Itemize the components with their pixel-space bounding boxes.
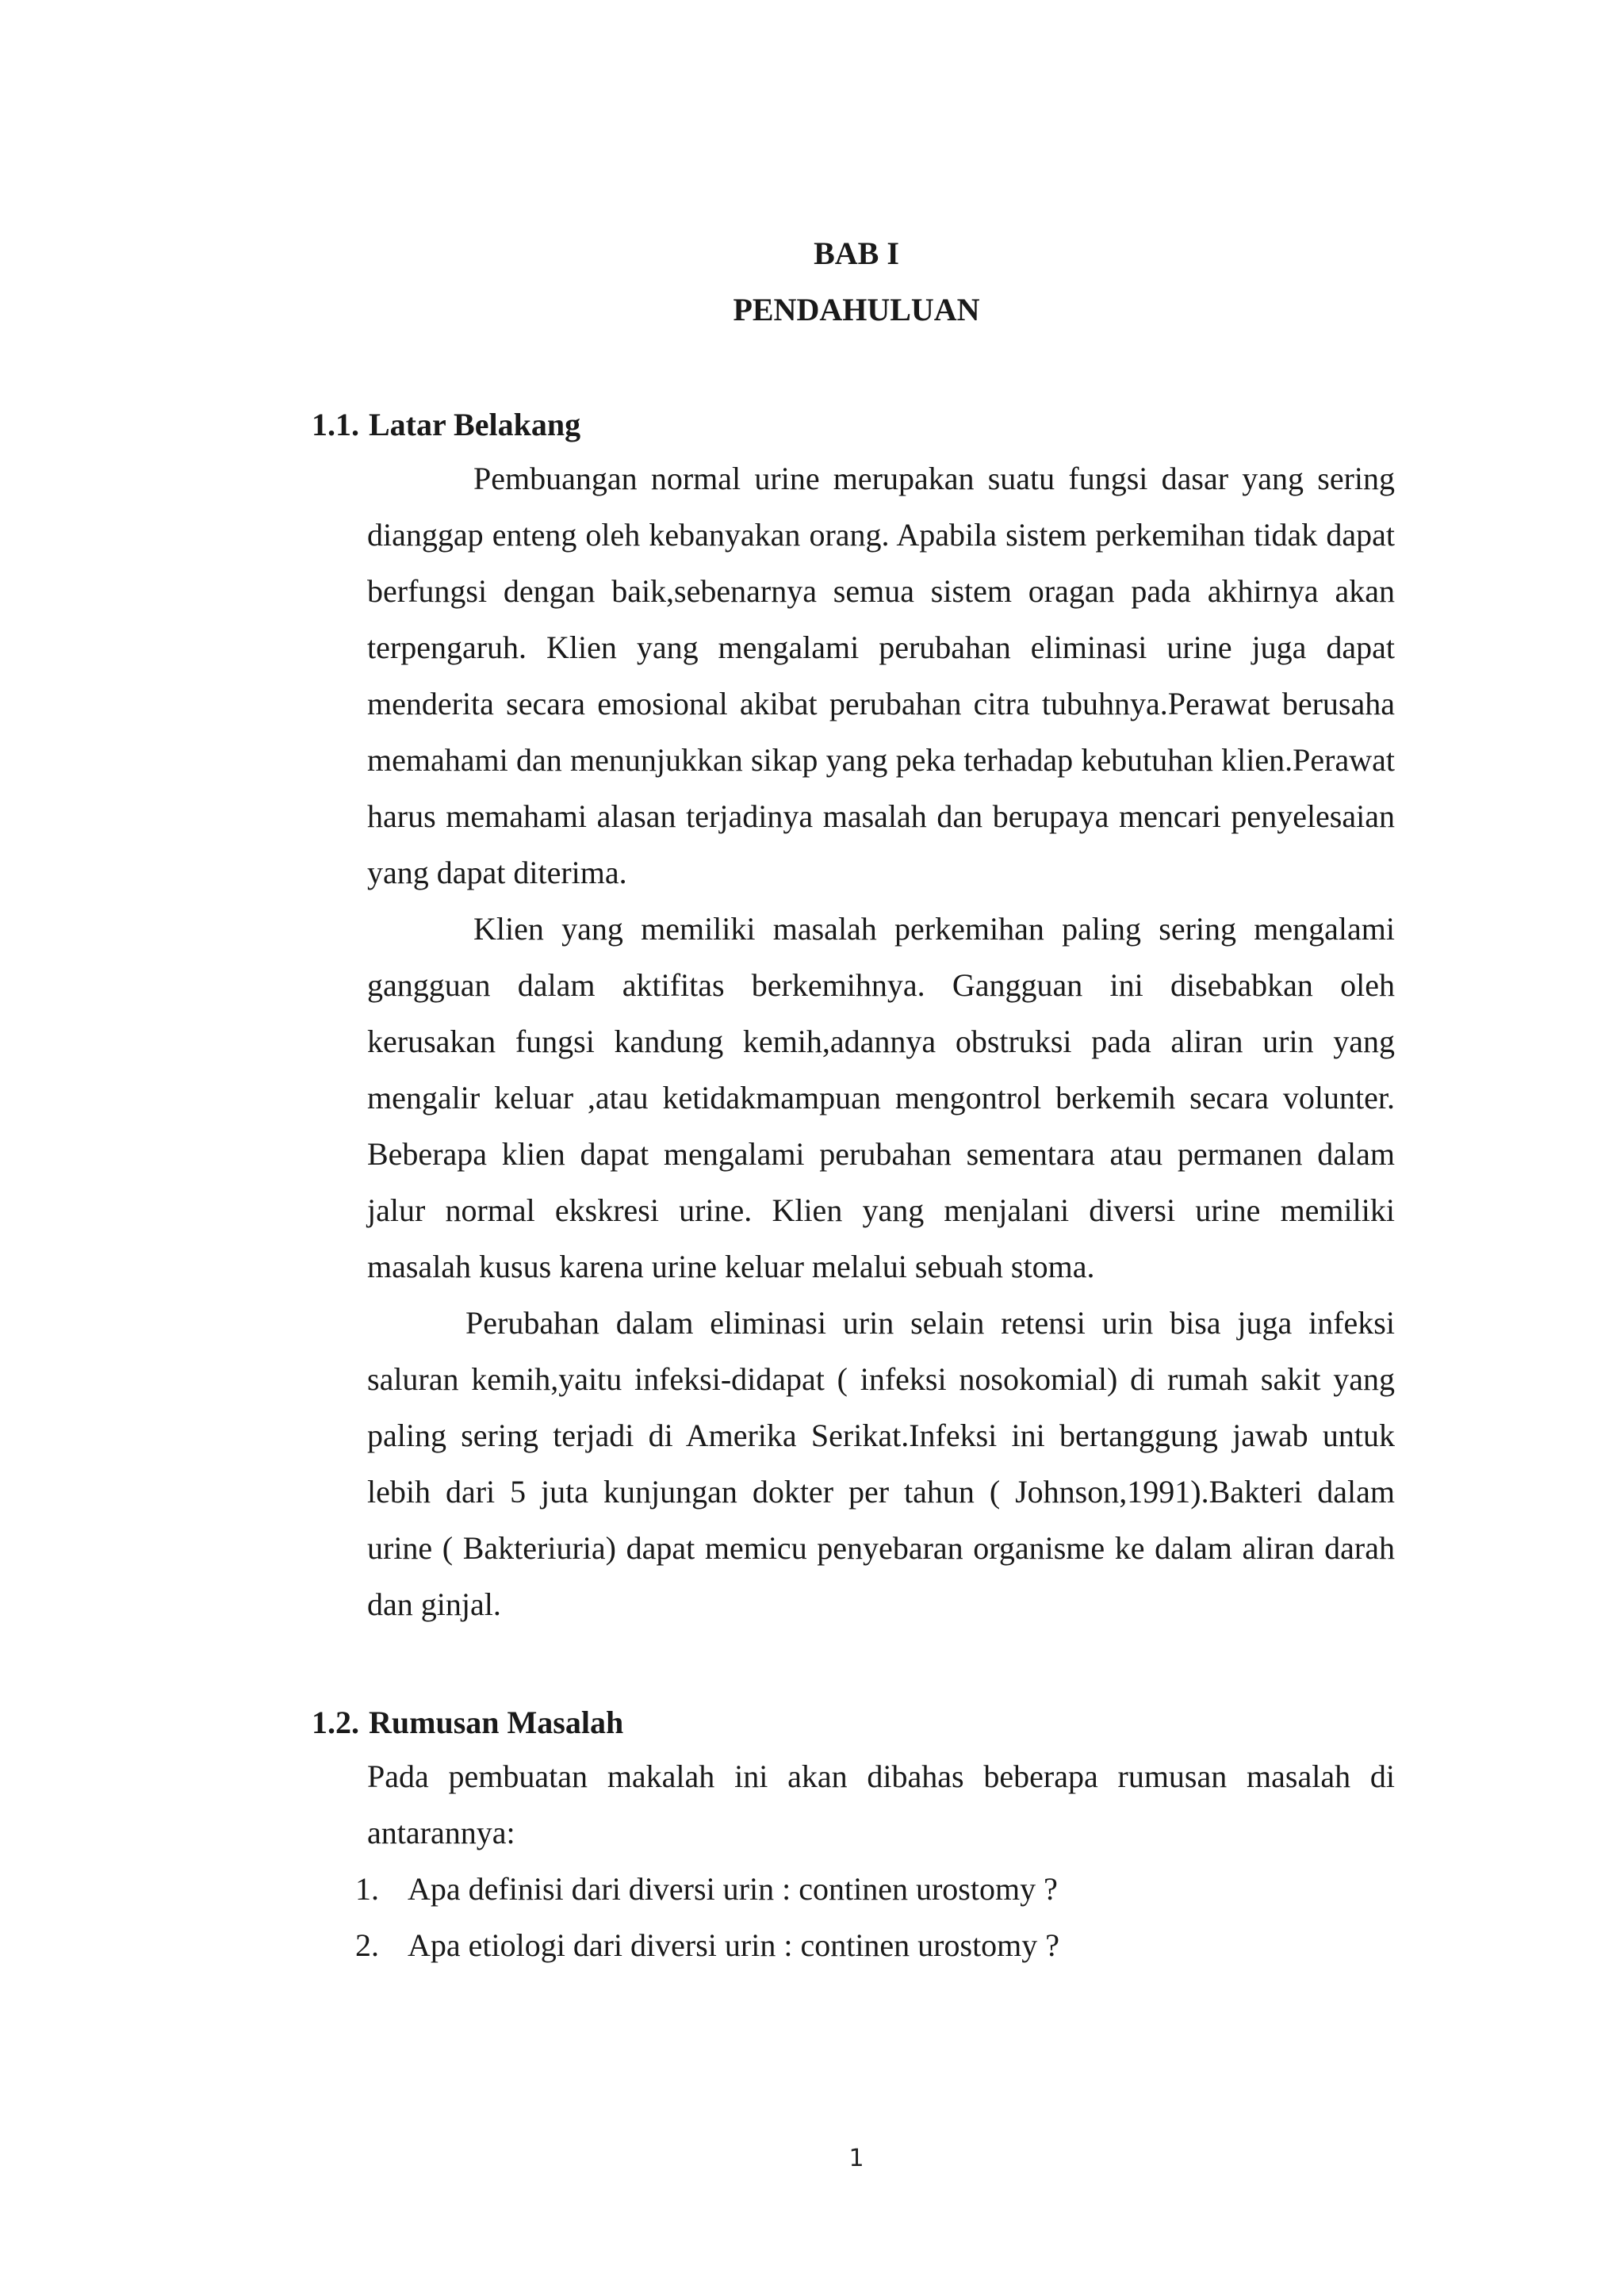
paragraph: Perubahan dalam eliminasi urin selain retensi urin bisa juga infeksi saluran kemih,yaitu infeksi-didapat ( infeksi nosokomial) di rumah sakit yang paling sering terjadi di Amerika Serikat.Infeksi ini bertanggung jawab untuk lebih dari 5 juta kunjungan dokter per tahun ( Johnson,1991).Bakteri dalam urine ( Bakteriuria) dapat memicu penyebaran organisme ke dalam aliran darah dan ginjal. xyxy=(367,1305,1395,1622)
section-body-latar-belakang xyxy=(367,450,1395,1632)
list-item-text: Apa definisi dari diversi urin : continen urostomy ? xyxy=(408,1871,1058,1907)
list-item xyxy=(355,1917,1059,1973)
section-heading-latar-belakang xyxy=(312,406,580,444)
section-number: 1.2. xyxy=(312,1705,359,1740)
chapter-title: PENDAHULUAN xyxy=(733,292,980,327)
list-item-index: 2. xyxy=(355,1927,379,1963)
section-heading-rumusan-masalah xyxy=(312,1704,623,1742)
paragraph: Pembuangan normal urine merupakan suatu fungsi dasar yang sering dianggap enteng oleh kebanyakan orang. Apabila sistem perkemihan tidak dapat berfungsi dengan baik,sebenarnya semua sistem oragan pada akhirnya akan terpengaruh. Klien yang mengalami perubahan eliminasi urine juga dapat menderita secara emosional akibat perubahan citra tubuhnya.Perawat berusaha memahami dan menunjukkan sikap yang peka terhadap kebutuhan klien.Perawat harus memahami alasan terjadinya masalah dan berupaya mencari penyelesaian yang dapat diterima. xyxy=(367,461,1395,890)
section-body-rumusan-masalah xyxy=(367,1748,1395,1861)
list-item xyxy=(355,1861,1059,1917)
paragraph: Klien yang memiliki masalah perkemihan paling sering mengalami gangguan dalam aktifitas berkemihnya. Gangguan ini disebabkan oleh kerusakan fungsi kandung kemih,adannya obstruksi pada aliran urin yang mengalir keluar ,atau ketidakmampuan mengontrol berkemih secara volunter. Beberapa klien dapat mengalami perubahan sementara atau permanen dalam jalur normal ekskresi urine. Klien yang menjalani diversi urine memiliki masalah kusus karena urine keluar melalui sebuah stoma. xyxy=(367,911,1395,1284)
problem-list xyxy=(355,1861,1059,1973)
paragraph: Pada pembuatan makalah ini akan dibahas beberapa rumusan masalah di antarannya: xyxy=(367,1758,1395,1850)
section-number: 1.1. xyxy=(312,407,359,442)
section-title: Latar Belakang xyxy=(369,407,581,442)
list-item-text: Apa etiologi dari diversi urin : continen urostomy ? xyxy=(408,1927,1060,1963)
section-title: Rumusan Masalah xyxy=(369,1705,624,1740)
chapter-label: BAB I xyxy=(814,235,899,271)
list-item-index: 1. xyxy=(355,1871,379,1907)
page-number: 1 xyxy=(848,2145,864,2172)
